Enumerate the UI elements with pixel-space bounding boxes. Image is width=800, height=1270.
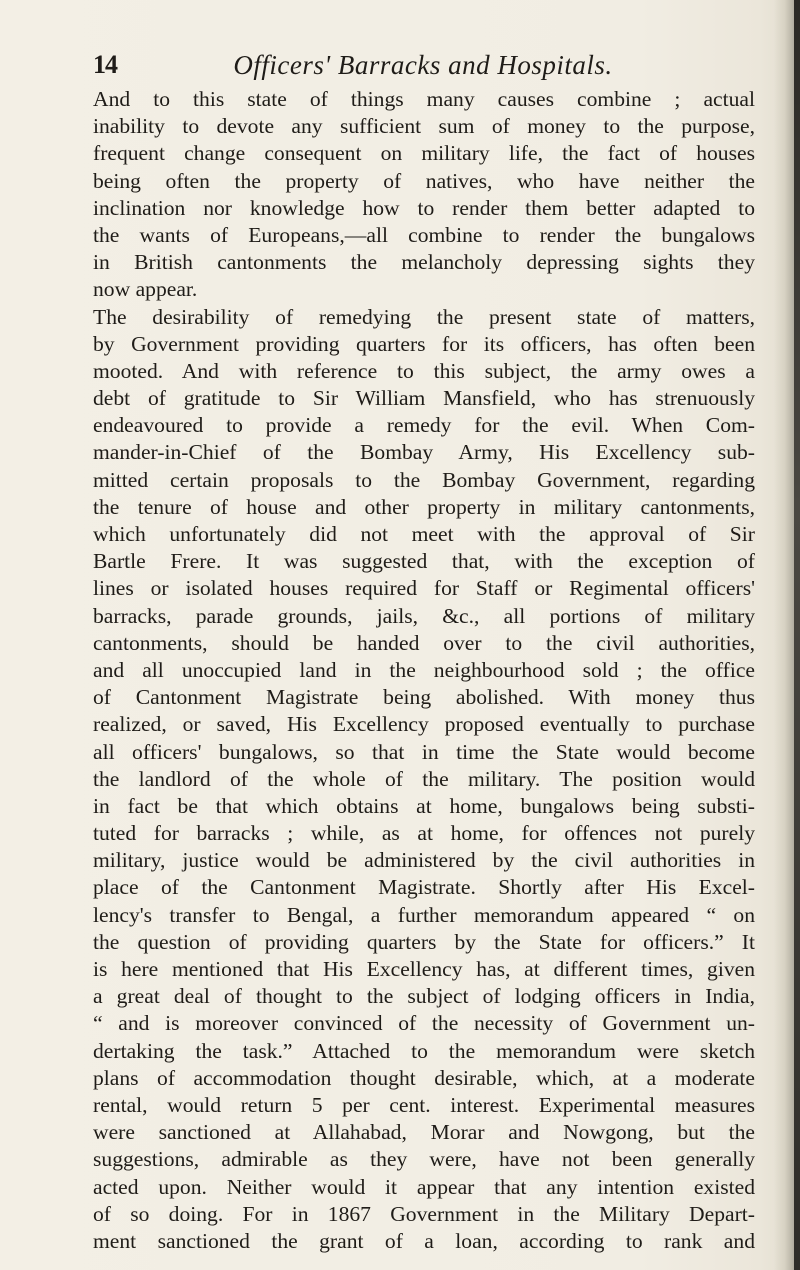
text-line: all officers' bungalows, so that in time the State would become xyxy=(93,739,755,764)
text-line: inclination nor knowledge how to render them better adapted to xyxy=(93,195,755,220)
text-line: the question of providing quarters by the State for officers.” It xyxy=(93,929,755,954)
text-line: lency's transfer to Bengal, a further memorandum appeared “ on xyxy=(93,902,755,927)
text-line: lines or isolated houses required for Staff or Regimental officers' xyxy=(93,576,755,601)
text-line: which unfortunately did not meet with the approval of Sir xyxy=(93,522,755,546)
text-line: And to this state of things many causes combine ; actual xyxy=(93,87,755,111)
text-line: endeavoured to provide a remedy for the evil. When Com- xyxy=(93,413,755,438)
text-line: mitted certain proposals to the Bombay Government, regarding xyxy=(93,467,755,492)
text-line: barracks, parade grounds, jails, &c., all portions of military xyxy=(93,603,755,628)
text-line: is here mentioned that His Excellency has, at different times, given xyxy=(93,957,755,981)
text-line: being often the property of natives, who have neither the xyxy=(93,168,755,193)
text-line: suggestions, admirable as they were, have not been generally xyxy=(93,1147,755,1172)
text-line: in fact be that which obtains at home, bungalows being substi- xyxy=(93,793,755,818)
text-line: mooted. And with reference to this subject, the army owes a xyxy=(93,358,755,383)
text-line: frequent change consequent on military life, the fact of houses xyxy=(93,141,755,166)
page-number: 14 xyxy=(93,50,117,79)
text-line: cantonments, should be handed over to the civil authorities, xyxy=(93,630,755,655)
page-header xyxy=(93,50,753,90)
body-text xyxy=(93,86,755,1255)
book-binding-edge xyxy=(794,0,800,1270)
text-line: military, justice would be administered by the civil authorities in xyxy=(93,848,755,873)
text-line: and all unoccupied land in the neighbourhood sold ; the office xyxy=(93,657,755,682)
text-line: now appear. xyxy=(93,277,198,302)
text-line: ment sanctioned the grant of a loan, according to rank and xyxy=(93,1228,755,1253)
text-line: mander-in-Chief of the Bombay Army, His Excellency sub- xyxy=(93,440,755,465)
text-line: realized, or saved, His Excellency proposed eventually to purchase xyxy=(93,712,755,737)
text-line: of so doing. For in 1867 Government in the Military Depart- xyxy=(93,1201,755,1226)
text-line: the tenure of house and other property in military cantonments, xyxy=(93,494,755,519)
text-line: debt of gratitude to Sir William Mansfield, who has strenuously xyxy=(93,386,755,411)
text-line: Bartle Frere. It was suggested that, with the exception of xyxy=(93,549,755,574)
text-line: “ and is moreover convinced of the necessity of Government un- xyxy=(93,1011,755,1036)
text-line: the wants of Europeans,—all combine to render the bungalows xyxy=(93,222,755,247)
text-line: dertaking the task.” Attached to the memorandum were sketch xyxy=(93,1038,755,1063)
text-line: tuted for barracks ; while, as at home, for offences not purely xyxy=(93,821,755,846)
text-line: acted upon. Neither would it appear that any intention existed xyxy=(93,1174,755,1199)
text-line: of Cantonment Magistrate being abolished. With money thus xyxy=(93,685,755,710)
text-line: rental, would return 5 per cent. interest. Experimental measures xyxy=(93,1092,755,1117)
text-line: place of the Cantonment Magistrate. Shortly after His Excel- xyxy=(93,875,755,900)
text-line: a great deal of thought to the subject of lodging officers in India, xyxy=(93,984,755,1009)
text-line: the landlord of the whole of the military. The position would xyxy=(93,766,755,791)
text-line: in British cantonments the melancholy depressing sights they xyxy=(93,250,755,275)
text-line: The desirability of remedying the present state of matters, xyxy=(93,304,755,329)
text-line: were sanctioned at Allahabad, Morar and Nowgong, but the xyxy=(93,1120,755,1145)
running-head: Officers' Barracks and Hospitals. xyxy=(233,50,613,80)
text-line: inability to devote any sufficient sum of money to the purpose, xyxy=(93,114,755,139)
text-line: plans of accommodation thought desirable, which, at a moderate xyxy=(93,1065,755,1090)
text-line: by Government providing quarters for its officers, has often been xyxy=(93,331,755,356)
